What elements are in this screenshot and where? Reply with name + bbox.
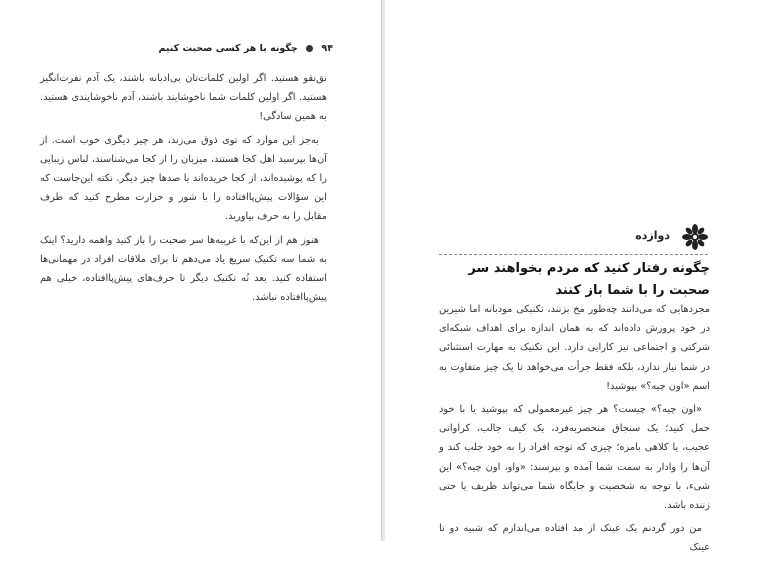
bullet-dot-icon: [306, 45, 313, 52]
left-paragraph-2: به‌جز این موارد که توی ذوق می‌زند، هر چیز دیگری خوب است. از آن‌ها بپرسید اهل کجا هستند، میزبان را از کجا می‌شناسند، لباس زیبایی را که پوشیده‌اند، از کجا خریده‌اند یا صدها چیز دیگر. نکته این‌جاست که این سؤالات پیش‌پاافتاده را با شور و حرارت مطرح کنید که طرف مقابل را به حرف بیاورید.: [40, 134, 327, 223]
page-number: ۹۴: [321, 43, 333, 54]
chapter-label: دوازده: [635, 229, 670, 242]
running-header: [158, 43, 333, 54]
chapter-divider: [439, 254, 708, 255]
flower-ornament-icon: [682, 224, 708, 250]
right-body-text: [439, 300, 710, 562]
chapter-title: چگونه رفتار کنید که مردم بخواهند سر صحبت را با شما باز کنند: [468, 261, 710, 298]
right-paragraph-1: مجردهایی که می‌دانند چه‌طور مخ بزنند، تکنیکی مودبانه اما شیرین در خود پرورش داده‌اند که به همان اندازه برای اهداف شبکه‌ای شرکتی و اجتماعی نیز کارایی دارد. این تکنیک به مهارت استثنائی در شما نیاز ندارد، بلکه فقط جرأت می‌خواهد تا یک چیز متفاوت به اسم «اون چیه؟» بپوشید!: [439, 304, 710, 392]
right-paragraph-3: من دور گردنم یک عینک از مد افتاده می‌اندازم که شبیه دو تا عینک: [439, 523, 710, 554]
left-paragraph-3: هنوز هم از این‌که با غریبه‌ها سر صحبت را باز کنید واهمه دارید؟ اینک به شما سه تکنیک سریع یاد می‌دهم تا برای ملاقات افراد در مهمانی‌ها استفاده کنید. بعد نُه تکنیک دیگر تا حرف‌های پیش‌پاافتاده، خیلی هم پیش‌پاافتاده نباشد.: [40, 234, 327, 304]
right-page: [385, 0, 768, 554]
header-title: چگونه با هر کسی صحبت کنیم: [158, 43, 298, 54]
right-paragraph-2: «اون چیه؟» چیست؟ هر چیز غیرمعمولی که بپوشید یا با خود حمل کنید؛ یک سنجاق منحصربه‌فرد، یک کیف جالب، کراواتی عجیب، یا کلاهی بامزه؛ چیزی که توجه افراد را به خود جلب کند و آن‌ها را وادار به سمت شما آمده و بپرسند: «واو، اون چیه؟» این شیء، با توجه به شخصیت و جایگاه شما می‌تواند ظریف یا حتی زننده باشد.: [439, 404, 710, 512]
left-body-text: [40, 69, 327, 311]
left-page: [0, 0, 382, 541]
left-paragraph-1: نق‌نقو هستید. اگر اولین کلمات‌تان بی‌ادبانه باشند، یک آدم نفرت‌انگیز هستید. اگر اولین کلمات شما ناخوشایند باشند، آدم ناخوشایندی هستید. به همین سادگی!: [40, 73, 327, 123]
